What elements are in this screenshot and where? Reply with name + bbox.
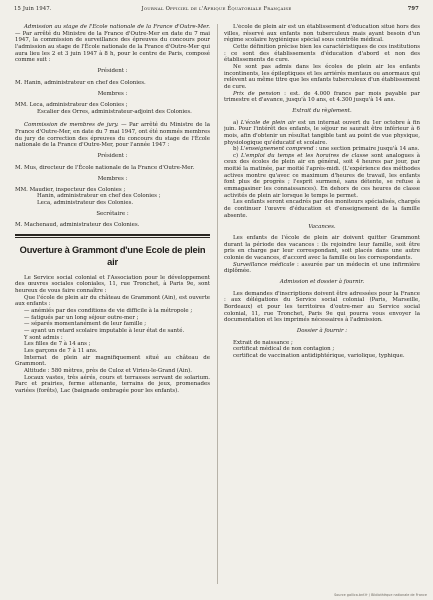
membres2-1: MM. Maudier, inspecteur des Colonies ; bbox=[15, 186, 126, 193]
reglement-c-lead: c) bbox=[233, 152, 242, 159]
reglement-b-text: : une section primaire jusqu'à 14 ans. bbox=[313, 146, 420, 153]
dossier-item-2: certificat médical de non contagion ; bbox=[233, 346, 335, 353]
paragraph-2: Que l'école de plein air du château de Grammont (Ain), est ouverte aux enfants : bbox=[15, 294, 210, 308]
paragraph-5: Altitude : 580 mètres, près de Culoz et Virieu-le-Grand (Ain). bbox=[24, 367, 192, 374]
extrait-title: Extrait du règlement. bbox=[292, 108, 352, 115]
source-credit: Source gallica.bnf.fr / Bibliothèque nationale de France bbox=[334, 593, 427, 597]
dossier-item-3: certificat de vaccination antidiphtérique, variolique, typhique. bbox=[233, 352, 405, 359]
bullet-3: — séparés momentanément de leur famille ; bbox=[24, 321, 147, 328]
section-rule-thin bbox=[15, 237, 210, 238]
column-divider bbox=[217, 24, 218, 584]
bullet-4: — ayant un retard scolaire imputable à leur état de santé. bbox=[24, 327, 185, 334]
left-column bbox=[15, 24, 210, 584]
president-name: M. Hanin, administrateur en chef des Colonies. bbox=[15, 79, 146, 86]
reglement-a-text: est un internat ouvert du 1er octobre à fin juin. Pour l'intérêt des enfants, le séjour ne saurait être inférieur à 6 mois, afin d'obtenir un résultat tangible tant au point de vue physique, physiologique qu'éducatif et scolaire. bbox=[224, 119, 420, 146]
commission-paragraph bbox=[15, 122, 210, 149]
reglement-b-italic: L'enseignement comprend bbox=[240, 146, 314, 153]
dossier-item-1: Extrait de naissance ; bbox=[233, 339, 293, 346]
reglement-a bbox=[224, 120, 420, 147]
journal-title: Journal Officiel de l'Afrique Équatoriale Française bbox=[141, 6, 292, 12]
right-paragraph-1: L'école de plein air est un établissement d'éducation situé hors des villes, réservé aux enfants non tuberculeux mais ayant besoin d'un régime scolaire hygiénique spécial sous contrôle médical. bbox=[224, 24, 420, 44]
reglement-a-italic: L'école de plein air bbox=[240, 119, 296, 126]
page-number: 797 bbox=[407, 6, 419, 12]
paragraph-4: Internat de plein air magnifiquement situé au château de Grammont. bbox=[15, 354, 210, 368]
president-label: Président : bbox=[97, 68, 128, 75]
prix-paragraph bbox=[224, 91, 420, 104]
commission-lead: Commission de membres de jury. bbox=[24, 122, 119, 129]
membres2-3: Leca, administrateur des Colonies. bbox=[37, 200, 134, 207]
president2-name: M. Mus, directeur de l'École nationale de la France d'Outre-Mer. bbox=[15, 164, 195, 171]
president2-label: Président : bbox=[97, 153, 128, 160]
right-paragraph-4: Les enfants seront encadrés par des moniteurs spécialisés, chargés de continuer l'œuvre d'éducation et d'enseignement de la famille absente. bbox=[224, 199, 420, 219]
membres2-label: Membres : bbox=[97, 175, 128, 182]
membres-label: Membres : bbox=[97, 90, 128, 97]
right-paragraph-2: Cette définition précise bien les caractéristiques de ces institutions : ce sont des établissements d'éducation d'abord et non des établissements de cure. bbox=[224, 43, 420, 64]
secretaire-name: M. Machenaud, administrateur des Colonies. bbox=[15, 222, 140, 229]
right-paragraph-5: Les enfants de l'école de plein air doivent quitter Grammont durant la période des vacances : ils rejoindre leur famille, soit être pris en charge par leur correspondant, soit placés dans une autre colonie de vacances, d'accord avec la famille ou les correspondants. bbox=[224, 235, 420, 261]
reglement-c bbox=[224, 153, 420, 200]
right-paragraph-6: Les demandes d'inscriptions doivent être adressées pour la France : aux délégations du Service social colonial (Paris, Marseille, Bordeaux) et pour les territoires d'outre-mer au Service social colonial, 11, rue Tronchet, Paris 9e qui pourra vous envoyer la documentation et les imprimés nécessaires à l'admission. bbox=[224, 290, 420, 324]
membres-2: Escalier des Orres, administrateur-adjoint des Colonies. bbox=[37, 108, 192, 115]
commission-text: — Par arrêté du Ministre de la France d'Outre-Mer, en date du 7 mai 1947, ont été nommés membres du jury de correction des épreuves du concours du stage de l'École nationale de la France d'Outre-Mer, pour l'année 1947 : bbox=[15, 122, 210, 149]
reglement-c-text: sont analogues à ceux des écoles de plein air en général, soit 4 heures par jour, par moitié la matinée, par moitié l'après-midi. (L'expérience des méthodes actives montre qu'avec ce maximum d'heures de travail, les enfants font plus de progrès ; l'esprit surmené, sans détente, se refuse à emmagasiner les connaissances). En dehors de ces heures de classe activités de plein air lorsque le temps le permet. bbox=[224, 152, 420, 199]
admission-title: Admission et dossier à fournir. bbox=[279, 279, 365, 286]
vacances-title: Vacances. bbox=[308, 223, 336, 230]
membres2-2: Hanin, administrateur en chef des Colonies ; bbox=[37, 193, 161, 200]
right-column bbox=[224, 24, 420, 584]
prix-lead: Prix de pension bbox=[233, 90, 281, 97]
bullet-2: — fatigués par un long séjour outre-mer ; bbox=[24, 314, 139, 321]
admission-lead: Admission au stage de l'École nationale de la France d'Outre-Mer. bbox=[24, 24, 210, 30]
paragraph-6: Locaux vastes, très aérés, cours et terrasses servant de solarium. Parc et prairies, ferme attenante, terrains de jeux, promenades variées (forêts), Lac (baignade ombragée pour les enfants). bbox=[15, 374, 210, 394]
surveillance-paragraph bbox=[224, 262, 420, 275]
article-headline: Ouverture à Grammont d'une Ecole de plein air bbox=[19, 244, 206, 267]
bullet-6: Les garçons de 7 à 11 ans. bbox=[24, 347, 98, 354]
membres-1: MM. Leca, administrateur des Colonies ; bbox=[15, 101, 128, 108]
reglement-c-italic: L'emploi du temps et les horaires de classe bbox=[241, 152, 369, 159]
surveillance-text: : assurée par un médecin et une infirmière diplômée. bbox=[224, 261, 420, 275]
surveillance-lead: Surveillance médicale bbox=[233, 261, 295, 268]
reglement-b bbox=[224, 146, 420, 153]
admission-text: — Par arrêté du Ministre de la France d'Outre-Mer en date du 7 mai 1947, la commission de surveillance des épreuves du concours pour l'admission au stage de l'École nationale de la France d'Outre-Mer qui aura lieu les 2 et 3 juin 1947 à 8 h, pour le centre de Paris, composé comme suit : bbox=[15, 30, 210, 64]
section-rule-thick bbox=[15, 234, 210, 236]
issue-date: 15 Juin 1947. bbox=[14, 6, 52, 12]
dossier-title: Dossier à fournir : bbox=[296, 328, 348, 335]
paragraph-3: Y sont admis : bbox=[24, 334, 63, 341]
reglement-a-lead: a) bbox=[233, 119, 241, 126]
admission-paragraph bbox=[15, 24, 210, 64]
paragraph-1: Le Service social colonial et l'Association pour le développement des œuvres sociales coloniales, 11, rue Tronchet, à Paris 9e, sont heureux de vous faire connaître : bbox=[15, 274, 210, 294]
running-header bbox=[14, 6, 419, 16]
right-paragraph-3: Ne sont pas admis dans les écoles de plein air les enfants incontinents, les épileptiques et les arriérés mentaux ou anormaux qui relèvent au même titre que les enfants tuberculeux d'un établissement de cure. bbox=[224, 63, 420, 90]
prix-text: : est. de 4.000 francs par mois payable par trimestre et d'avance, jusqu'à 10 ans, et 4.300 jusqu'à 14 ans. bbox=[224, 90, 420, 104]
bullet-5: Les filles de 7 à 14 ans ; bbox=[24, 341, 91, 348]
reglement-b-lead: b) bbox=[233, 146, 241, 153]
bullet-1: — anémiés par des conditions de vie difficile à la métropole ; bbox=[24, 307, 193, 314]
secretaire-label: Secrétaire : bbox=[96, 211, 129, 218]
